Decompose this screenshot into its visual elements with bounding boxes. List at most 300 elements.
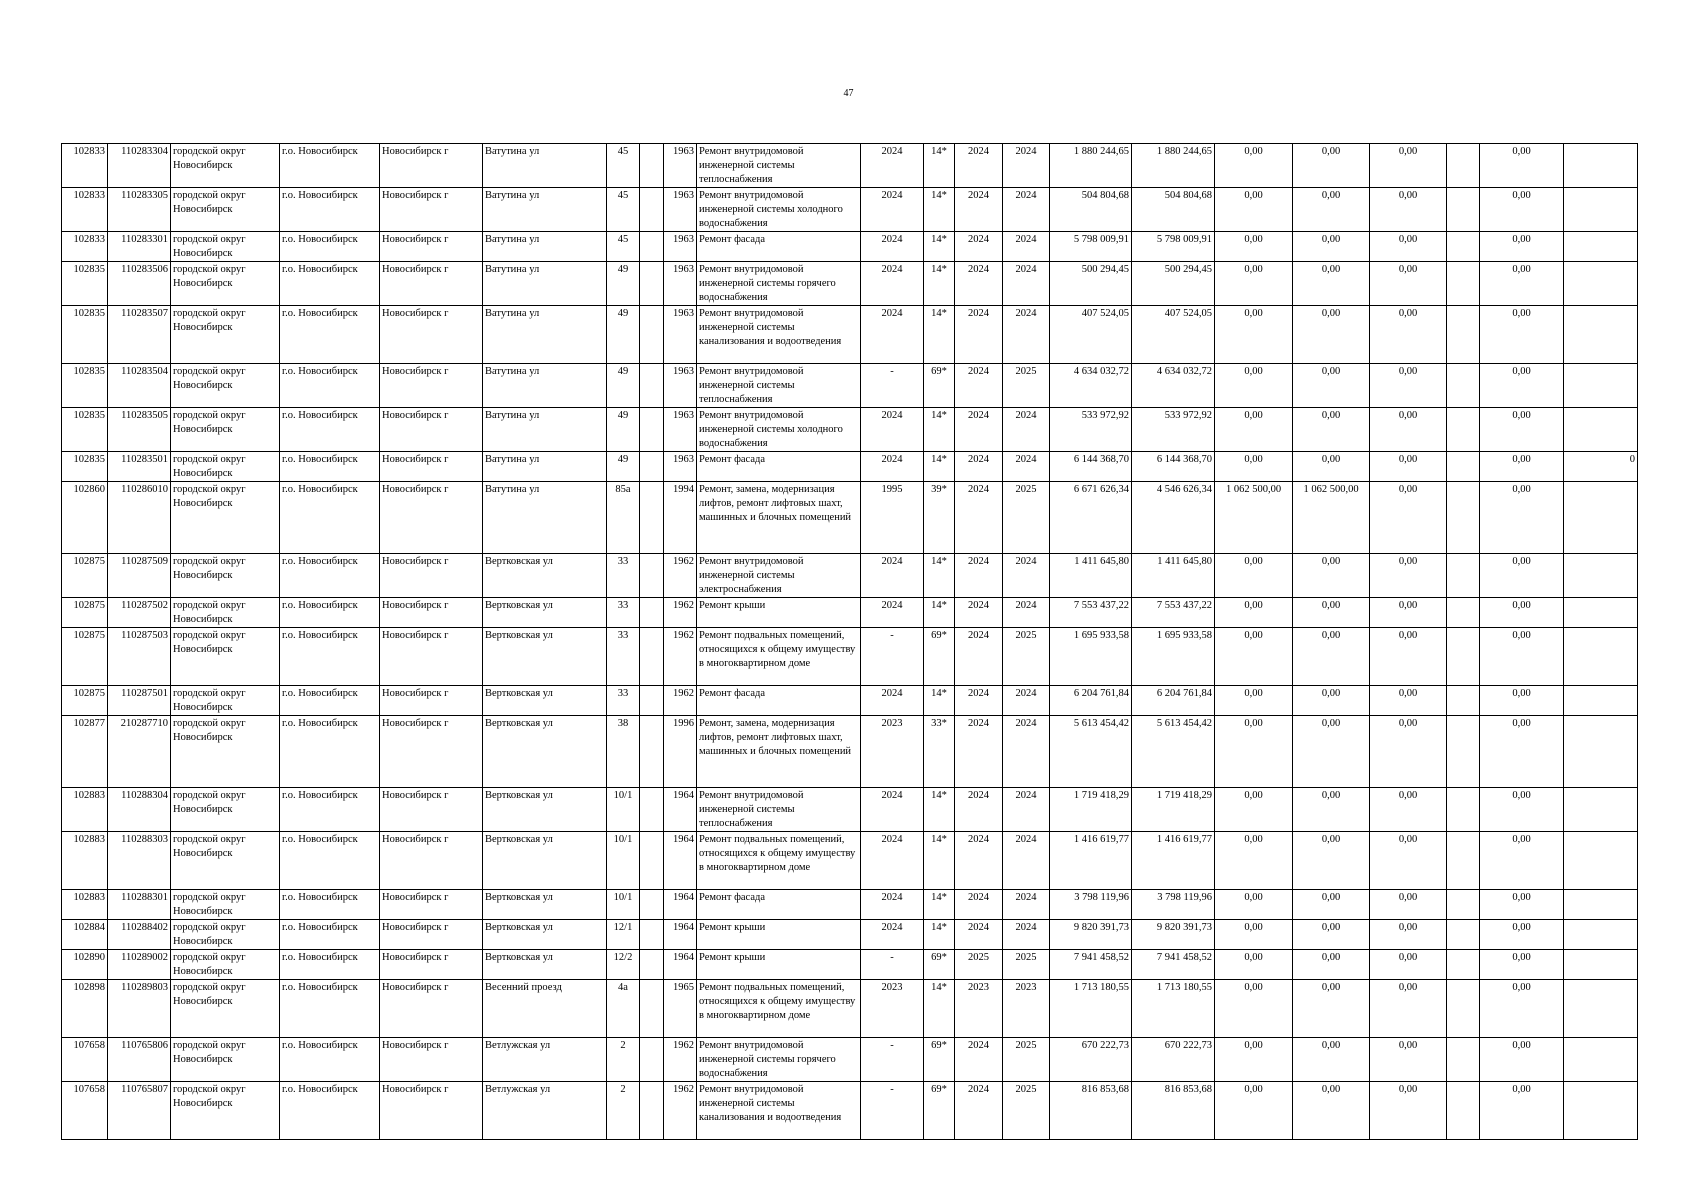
row-total-cost: 670 222,73 [1050, 1038, 1132, 1082]
row-street: Ватутина ул [483, 232, 607, 262]
row-fin-2: 0,00 [1293, 144, 1370, 188]
row-fin-4 [1447, 890, 1480, 920]
row-fin-6 [1564, 262, 1638, 306]
row-year-built: 1963 [664, 144, 697, 188]
row-fund-cost: 5 613 454,42 [1132, 716, 1215, 788]
row-total-cost: 1 416 619,77 [1050, 832, 1132, 890]
row-year-built: 1996 [664, 716, 697, 788]
row-house: 33 [607, 628, 640, 686]
row-end-year: 2024 [1003, 716, 1050, 788]
row-work-type: Ремонт фасада [697, 452, 861, 482]
row-year-built: 1962 [664, 686, 697, 716]
row-code: 110288301 [108, 890, 171, 920]
row-municipality: г.о. Новосибирск [280, 628, 380, 686]
row-work-type: Ремонт фасада [697, 890, 861, 920]
row-fin-4 [1447, 598, 1480, 628]
row-fin-4 [1447, 920, 1480, 950]
row-empty-col [640, 306, 664, 364]
row-fin-3: 0,00 [1370, 686, 1447, 716]
row-street: Ватутина ул [483, 364, 607, 408]
row-house: 45 [607, 188, 640, 232]
row-street: Весенний проезд [483, 980, 607, 1038]
row-empty-col [640, 890, 664, 920]
table-row [62, 1082, 1638, 1140]
capital-repair-table [61, 143, 1638, 1140]
row-code: 110283501 [108, 452, 171, 482]
table-row [62, 262, 1638, 306]
row-end-year: 2024 [1003, 890, 1050, 920]
row-fin-4 [1447, 1082, 1480, 1140]
row-end-year: 2024 [1003, 788, 1050, 832]
row-code: 110283506 [108, 262, 171, 306]
row-fin-1: 0,00 [1215, 306, 1293, 364]
row-district: городской округ Новосибирск [171, 1082, 280, 1140]
row-work-type: Ремонт внутридомовой инженерной системы канализования и водоотведения [697, 1082, 861, 1140]
row-work-type: Ремонт крыши [697, 920, 861, 950]
row-end-year: 2025 [1003, 950, 1050, 980]
row-empty-col [640, 554, 664, 598]
row-norm: 69* [924, 628, 955, 686]
row-house: 38 [607, 716, 640, 788]
row-id: 102883 [62, 832, 108, 890]
row-fin-3: 0,00 [1370, 364, 1447, 408]
row-locality: Новосибирск г [380, 306, 483, 364]
row-locality: Новосибирск г [380, 262, 483, 306]
row-start-year: 2024 [955, 716, 1003, 788]
row-start-year: 2024 [955, 554, 1003, 598]
row-code: 110283504 [108, 364, 171, 408]
row-fin-5: 0,00 [1480, 188, 1564, 232]
row-fin-2: 0,00 [1293, 832, 1370, 890]
row-id: 102860 [62, 482, 108, 554]
row-norm: 14* [924, 598, 955, 628]
row-house: 33 [607, 598, 640, 628]
row-end-year: 2024 [1003, 408, 1050, 452]
row-fin-2: 0,00 [1293, 686, 1370, 716]
row-end-year: 2024 [1003, 232, 1050, 262]
table-row [62, 144, 1638, 188]
table-row [62, 452, 1638, 482]
row-fin-3: 0,00 [1370, 950, 1447, 980]
table-row [62, 788, 1638, 832]
row-fin-5: 0,00 [1480, 482, 1564, 554]
row-norm: 14* [924, 788, 955, 832]
row-fin-6 [1564, 716, 1638, 788]
row-id: 102835 [62, 408, 108, 452]
row-locality: Новосибирск г [380, 1038, 483, 1082]
table-row [62, 188, 1638, 232]
row-locality: Новосибирск г [380, 628, 483, 686]
row-empty-col [640, 686, 664, 716]
row-fin-3: 0,00 [1370, 788, 1447, 832]
row-empty-col [640, 920, 664, 950]
row-year-built: 1994 [664, 482, 697, 554]
row-work-type: Ремонт внутридомовой инженерной системы холодного водоснабжения [697, 188, 861, 232]
row-end-year: 2024 [1003, 832, 1050, 890]
row-municipality: г.о. Новосибирск [280, 1038, 380, 1082]
row-work-type: Ремонт внутридомовой инженерной системы теплоснабжения [697, 144, 861, 188]
row-locality: Новосибирск г [380, 980, 483, 1038]
row-start-year: 2024 [955, 188, 1003, 232]
row-start-year: 2024 [955, 920, 1003, 950]
row-fund-cost: 1 416 619,77 [1132, 832, 1215, 890]
row-work-type: Ремонт внутридомовой инженерной системы холодного водоснабжения [697, 408, 861, 452]
row-total-cost: 5 798 009,91 [1050, 232, 1132, 262]
row-municipality: г.о. Новосибирск [280, 144, 380, 188]
row-last-repair: 2023 [861, 716, 924, 788]
row-work-type: Ремонт подвальных помещений, относящихся к общему имуществу в многоквартирном доме [697, 980, 861, 1038]
row-fin-1: 0,00 [1215, 686, 1293, 716]
row-fin-6 [1564, 628, 1638, 686]
row-norm: 39* [924, 482, 955, 554]
row-id: 102875 [62, 598, 108, 628]
row-work-type: Ремонт, замена, модернизация лифтов, ремонт лифтовых шахт, машинных и блочных помещений [697, 716, 861, 788]
row-fin-6 [1564, 598, 1638, 628]
row-fin-4 [1447, 716, 1480, 788]
row-end-year: 2024 [1003, 598, 1050, 628]
row-locality: Новосибирск г [380, 686, 483, 716]
row-norm: 14* [924, 408, 955, 452]
row-end-year: 2023 [1003, 980, 1050, 1038]
row-fin-5: 0,00 [1480, 832, 1564, 890]
row-district: городской округ Новосибирск [171, 598, 280, 628]
table-row [62, 950, 1638, 980]
row-last-repair: 2024 [861, 306, 924, 364]
page-number: 47 [843, 88, 854, 99]
row-fin-5: 0,00 [1480, 144, 1564, 188]
row-fin-6 [1564, 306, 1638, 364]
row-fin-4 [1447, 554, 1480, 598]
row-id: 102890 [62, 950, 108, 980]
row-fund-cost: 533 972,92 [1132, 408, 1215, 452]
row-empty-col [640, 262, 664, 306]
row-norm: 14* [924, 980, 955, 1038]
row-house: 4а [607, 980, 640, 1038]
row-end-year: 2025 [1003, 1082, 1050, 1140]
row-fin-4 [1447, 144, 1480, 188]
row-fin-3: 0,00 [1370, 628, 1447, 686]
row-district: городской округ Новосибирск [171, 306, 280, 364]
row-last-repair: - [861, 1038, 924, 1082]
row-last-repair: 2024 [861, 890, 924, 920]
row-fin-1: 0,00 [1215, 628, 1293, 686]
row-fin-6 [1564, 144, 1638, 188]
row-total-cost: 6 204 761,84 [1050, 686, 1132, 716]
row-street: Вертковская ул [483, 890, 607, 920]
row-norm: 14* [924, 832, 955, 890]
row-work-type: Ремонт внутридомовой инженерной системы горячего водоснабжения [697, 262, 861, 306]
row-year-built: 1962 [664, 598, 697, 628]
row-locality: Новосибирск г [380, 408, 483, 452]
row-id: 102875 [62, 628, 108, 686]
row-district: городской округ Новосибирск [171, 364, 280, 408]
row-end-year: 2024 [1003, 686, 1050, 716]
row-district: городской округ Новосибирск [171, 920, 280, 950]
table-row [62, 554, 1638, 598]
row-work-type: Ремонт внутридомовой инженерной системы канализования и водоотведения [697, 306, 861, 364]
row-fin-6: 0 [1564, 452, 1638, 482]
row-year-built: 1964 [664, 832, 697, 890]
row-norm: 69* [924, 950, 955, 980]
row-year-built: 1962 [664, 554, 697, 598]
row-fin-2: 0,00 [1293, 408, 1370, 452]
row-work-type: Ремонт подвальных помещений, относящихся к общему имуществу в многоквартирном доме [697, 628, 861, 686]
row-fund-cost: 816 853,68 [1132, 1082, 1215, 1140]
row-fin-2: 0,00 [1293, 628, 1370, 686]
row-fin-6 [1564, 920, 1638, 950]
row-district: городской округ Новосибирск [171, 262, 280, 306]
row-fin-1: 0,00 [1215, 452, 1293, 482]
row-fin-4 [1447, 832, 1480, 890]
row-empty-col [640, 1082, 664, 1140]
row-fin-5: 0,00 [1480, 890, 1564, 920]
row-end-year: 2024 [1003, 554, 1050, 598]
row-street: Ватутина ул [483, 188, 607, 232]
row-fin-1: 0,00 [1215, 408, 1293, 452]
row-code: 110765807 [108, 1082, 171, 1140]
row-last-repair: 2024 [861, 832, 924, 890]
row-house: 49 [607, 364, 640, 408]
row-fin-5: 0,00 [1480, 716, 1564, 788]
row-id: 102877 [62, 716, 108, 788]
row-fin-3: 0,00 [1370, 452, 1447, 482]
table-row [62, 920, 1638, 950]
row-street: Ватутина ул [483, 482, 607, 554]
row-end-year: 2025 [1003, 1038, 1050, 1082]
row-id: 102833 [62, 232, 108, 262]
row-id: 107658 [62, 1082, 108, 1140]
row-fund-cost: 407 524,05 [1132, 306, 1215, 364]
row-last-repair: - [861, 950, 924, 980]
row-municipality: г.о. Новосибирск [280, 408, 380, 452]
row-fin-3: 0,00 [1370, 144, 1447, 188]
row-district: городской округ Новосибирск [171, 554, 280, 598]
row-locality: Новосибирск г [380, 716, 483, 788]
row-end-year: 2024 [1003, 262, 1050, 306]
row-work-type: Ремонт фасада [697, 686, 861, 716]
row-fund-cost: 6 204 761,84 [1132, 686, 1215, 716]
row-fin-5: 0,00 [1480, 598, 1564, 628]
row-fund-cost: 1 880 244,65 [1132, 144, 1215, 188]
row-fin-2: 0,00 [1293, 598, 1370, 628]
row-fin-5: 0,00 [1480, 920, 1564, 950]
row-house: 10/1 [607, 832, 640, 890]
row-fin-5: 0,00 [1480, 950, 1564, 980]
row-start-year: 2024 [955, 628, 1003, 686]
row-fin-3: 0,00 [1370, 482, 1447, 554]
row-municipality: г.о. Новосибирск [280, 482, 380, 554]
row-total-cost: 1 713 180,55 [1050, 980, 1132, 1038]
table-row [62, 890, 1638, 920]
row-fin-1: 1 062 500,00 [1215, 482, 1293, 554]
row-fin-4 [1447, 408, 1480, 452]
row-fin-1: 0,00 [1215, 144, 1293, 188]
row-district: городской округ Новосибирск [171, 628, 280, 686]
row-fund-cost: 4 634 032,72 [1132, 364, 1215, 408]
row-fin-1: 0,00 [1215, 554, 1293, 598]
row-fin-3: 0,00 [1370, 980, 1447, 1038]
row-municipality: г.о. Новосибирск [280, 1082, 380, 1140]
row-house: 12/2 [607, 950, 640, 980]
row-fund-cost: 1 713 180,55 [1132, 980, 1215, 1038]
table-row [62, 232, 1638, 262]
row-district: городской округ Новосибирск [171, 408, 280, 452]
row-locality: Новосибирск г [380, 188, 483, 232]
row-fin-6 [1564, 1038, 1638, 1082]
row-street: Вертковская ул [483, 716, 607, 788]
row-house: 49 [607, 408, 640, 452]
row-empty-col [640, 832, 664, 890]
row-code: 110283505 [108, 408, 171, 452]
row-street: Ватутина ул [483, 452, 607, 482]
row-locality: Новосибирск г [380, 364, 483, 408]
row-fin-3: 0,00 [1370, 554, 1447, 598]
table-row [62, 628, 1638, 686]
row-work-type: Ремонт внутридомовой инженерной системы теплоснабжения [697, 364, 861, 408]
row-street: Ватутина ул [483, 262, 607, 306]
table-row [62, 306, 1638, 364]
row-year-built: 1963 [664, 364, 697, 408]
row-empty-col [640, 408, 664, 452]
row-last-repair: 2024 [861, 554, 924, 598]
row-last-repair: 2023 [861, 980, 924, 1038]
row-house: 45 [607, 232, 640, 262]
row-district: городской округ Новосибирск [171, 188, 280, 232]
row-fin-6 [1564, 950, 1638, 980]
row-locality: Новосибирск г [380, 950, 483, 980]
row-id: 102835 [62, 262, 108, 306]
row-total-cost: 1 695 933,58 [1050, 628, 1132, 686]
row-fin-3: 0,00 [1370, 716, 1447, 788]
row-fin-4 [1447, 232, 1480, 262]
row-district: городской округ Новосибирск [171, 980, 280, 1038]
row-end-year: 2024 [1003, 306, 1050, 364]
row-fin-1: 0,00 [1215, 1038, 1293, 1082]
row-work-type: Ремонт крыши [697, 950, 861, 980]
row-start-year: 2024 [955, 788, 1003, 832]
row-end-year: 2024 [1003, 452, 1050, 482]
row-id: 102835 [62, 452, 108, 482]
row-house: 49 [607, 262, 640, 306]
row-code: 110287502 [108, 598, 171, 628]
row-house: 49 [607, 306, 640, 364]
row-house: 2 [607, 1082, 640, 1140]
row-fin-5: 0,00 [1480, 452, 1564, 482]
row-street: Ватутина ул [483, 144, 607, 188]
row-id: 107658 [62, 1038, 108, 1082]
row-empty-col [640, 598, 664, 628]
row-fin-5: 0,00 [1480, 980, 1564, 1038]
row-last-repair: 2024 [861, 598, 924, 628]
row-house: 33 [607, 686, 640, 716]
row-fin-6 [1564, 364, 1638, 408]
row-street: Вертковская ул [483, 554, 607, 598]
row-fin-6 [1564, 232, 1638, 262]
row-fin-2: 0,00 [1293, 950, 1370, 980]
row-start-year: 2024 [955, 1082, 1003, 1140]
row-last-repair: 2024 [861, 452, 924, 482]
row-house: 12/1 [607, 920, 640, 950]
row-work-type: Ремонт подвальных помещений, относящихся к общему имуществу в многоквартирном доме [697, 832, 861, 890]
row-locality: Новосибирск г [380, 832, 483, 890]
row-fin-4 [1447, 1038, 1480, 1082]
row-fin-1: 0,00 [1215, 1082, 1293, 1140]
row-norm: 14* [924, 920, 955, 950]
row-start-year: 2024 [955, 598, 1003, 628]
row-fin-1: 0,00 [1215, 890, 1293, 920]
row-last-repair: 1995 [861, 482, 924, 554]
row-empty-col [640, 788, 664, 832]
row-fin-1: 0,00 [1215, 980, 1293, 1038]
row-fund-cost: 504 804,68 [1132, 188, 1215, 232]
row-total-cost: 3 798 119,96 [1050, 890, 1132, 920]
row-norm: 14* [924, 144, 955, 188]
row-fin-6 [1564, 686, 1638, 716]
table-row [62, 364, 1638, 408]
row-year-built: 1963 [664, 452, 697, 482]
row-work-type: Ремонт фасада [697, 232, 861, 262]
row-year-built: 1962 [664, 1082, 697, 1140]
row-total-cost: 533 972,92 [1050, 408, 1132, 452]
row-id: 102835 [62, 306, 108, 364]
row-fin-1: 0,00 [1215, 262, 1293, 306]
row-locality: Новосибирск г [380, 1082, 483, 1140]
row-fund-cost: 670 222,73 [1132, 1038, 1215, 1082]
row-fund-cost: 7 941 458,52 [1132, 950, 1215, 980]
table-row [62, 980, 1638, 1038]
row-year-built: 1963 [664, 232, 697, 262]
row-fin-3: 0,00 [1370, 1038, 1447, 1082]
row-fund-cost: 3 798 119,96 [1132, 890, 1215, 920]
row-street: Вертковская ул [483, 920, 607, 950]
row-street: Вертковская ул [483, 832, 607, 890]
row-municipality: г.о. Новосибирск [280, 364, 380, 408]
row-norm: 14* [924, 306, 955, 364]
row-last-repair: 2024 [861, 920, 924, 950]
row-year-built: 1963 [664, 306, 697, 364]
row-fund-cost: 500 294,45 [1132, 262, 1215, 306]
row-last-repair: 2024 [861, 232, 924, 262]
row-municipality: г.о. Новосибирск [280, 554, 380, 598]
row-end-year: 2025 [1003, 628, 1050, 686]
row-code: 210287710 [108, 716, 171, 788]
row-locality: Новосибирск г [380, 452, 483, 482]
row-fin-2: 0,00 [1293, 364, 1370, 408]
row-empty-col [640, 1038, 664, 1082]
row-municipality: г.о. Новосибирск [280, 686, 380, 716]
row-total-cost: 500 294,45 [1050, 262, 1132, 306]
row-fin-3: 0,00 [1370, 306, 1447, 364]
row-fin-1: 0,00 [1215, 920, 1293, 950]
row-empty-col [640, 452, 664, 482]
row-code: 110289002 [108, 950, 171, 980]
row-id: 102898 [62, 980, 108, 1038]
row-start-year: 2025 [955, 950, 1003, 980]
row-district: городской округ Новосибирск [171, 686, 280, 716]
row-start-year: 2024 [955, 890, 1003, 920]
row-district: городской округ Новосибирск [171, 716, 280, 788]
row-locality: Новосибирск г [380, 232, 483, 262]
row-norm: 14* [924, 232, 955, 262]
table-row [62, 716, 1638, 788]
row-fin-1: 0,00 [1215, 788, 1293, 832]
row-code: 110288402 [108, 920, 171, 950]
row-municipality: г.о. Новосибирск [280, 788, 380, 832]
row-fin-1: 0,00 [1215, 950, 1293, 980]
row-start-year: 2024 [955, 832, 1003, 890]
row-street: Вертковская ул [483, 788, 607, 832]
row-fin-4 [1447, 188, 1480, 232]
